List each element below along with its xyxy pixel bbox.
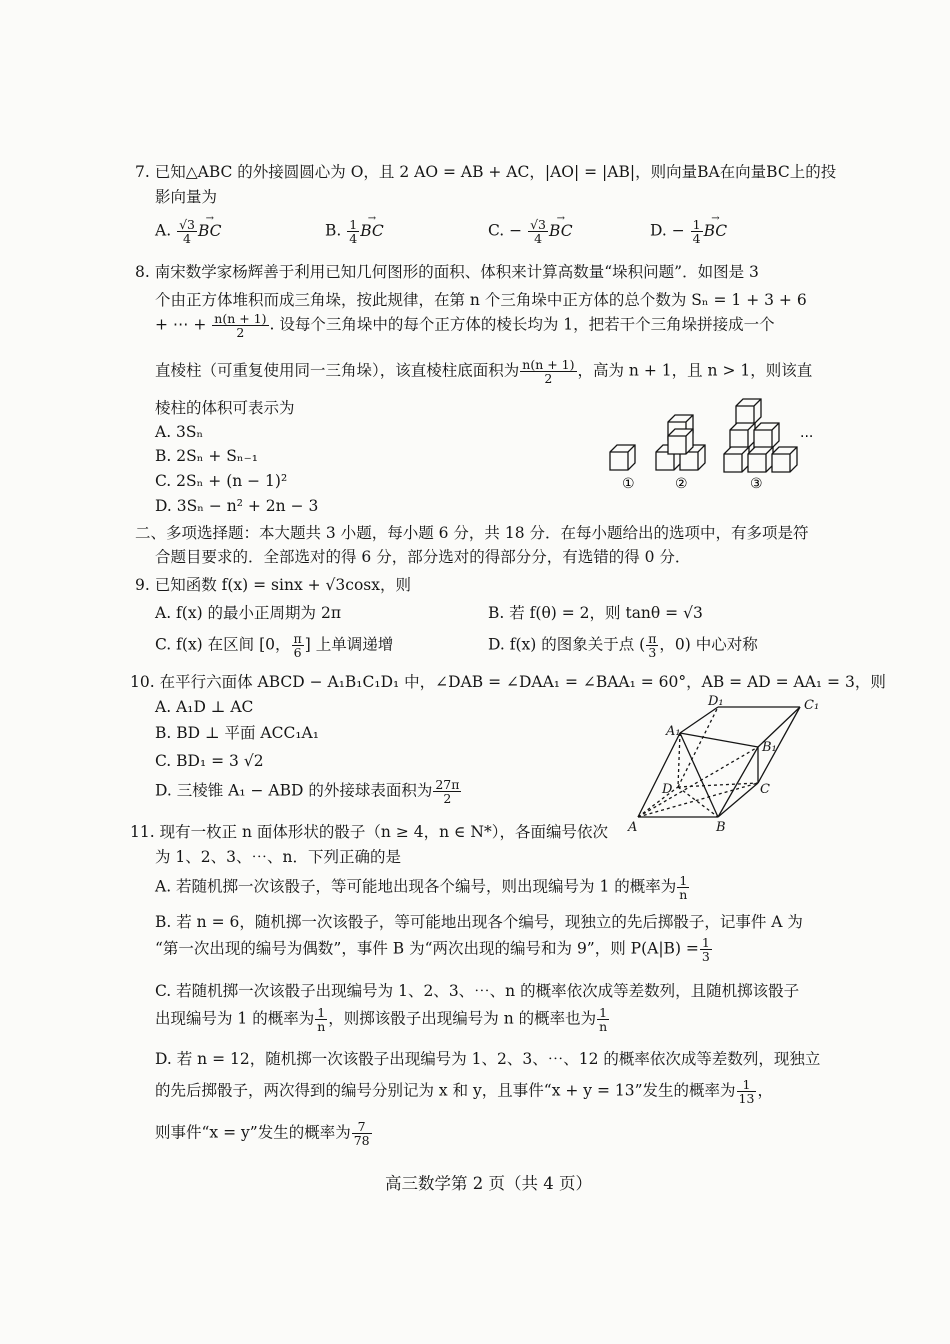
text: ，高为 n + 1，且 n > 1，则该直 [577, 361, 813, 380]
fraction: $\frac{1}{4}$ [692, 217, 701, 246]
fraction: $\frac{n(n + 1)}{2}$ [522, 357, 575, 386]
text: + ⋯ + [155, 315, 207, 334]
q11-option-c-line1: C. 若随机掷一次该骰子出现编号为 1、2、3、⋯、n 的概率依次成等差数列，且随机掷该骰子 [155, 982, 800, 1000]
text: D. 三棱锥 A₁ − ABD 的外接球表面积为 [155, 781, 433, 800]
figure-label-2: ② [675, 476, 688, 492]
text: A. 若随机掷一次该骰子，等可能地出现各个编号，则出现编号为 1 的概率为 [155, 877, 677, 896]
figure-label-1: ① [622, 476, 635, 492]
parallelepiped-figure [620, 695, 830, 840]
option-label: D. − [650, 221, 685, 240]
q10-option-d [155, 778, 462, 805]
vertex-label-a: A [628, 820, 638, 835]
q11-option-d-line2 [155, 1078, 773, 1105]
fraction: $\frac{1}{4}$ [349, 217, 358, 246]
q7-stem-line1: 7. 已知△ABC 的外接圆圆心为 O，且 2 AO = AB + AC，|AO| = |AB|，则向量BA在向量BC上的投 [135, 163, 837, 181]
vertex-label-b1: B₁ [762, 740, 777, 755]
section2-header-line2: 合题目要求的．全部选对的得 6 分，部分选对的得部分分，有选错的得 0 分． [155, 548, 691, 566]
fraction: $\frac{√3}{4}$ [179, 217, 195, 246]
q8-stem-line1: 8. 南宋数学家杨辉善于利用已知几何图形的面积、体积来计算高数量“垛积问题”．如图是 3 [135, 263, 759, 281]
fraction: $\frac{7}{78}$ [353, 1119, 370, 1148]
cube-stack-figure [600, 395, 830, 495]
q7-stem-line2: 影向量为 [155, 188, 218, 206]
q7-option-d [650, 218, 727, 245]
fraction: $\frac{27\pi}{2}$ [435, 777, 460, 806]
vertex-label-c1: C₁ [804, 698, 820, 713]
q9-option-a: A. f(x) 的最小正周期为 2π [155, 604, 342, 622]
text: 则事件“x = y”发生的概率为 [155, 1123, 351, 1142]
text: 出现编号为 1 的概率为 [155, 1009, 315, 1028]
q7-option-a [155, 218, 222, 245]
vector: → BC [198, 222, 222, 240]
q8-option-b: B. 2Sₙ + Sₙ₋₁ [155, 447, 258, 465]
q9-option-b: B. 若 f(θ) = 2，则 tanθ = √3 [488, 604, 703, 622]
option-label: C. − [488, 221, 523, 240]
q9-option-c [155, 632, 393, 659]
q8-stem-line4 [155, 358, 812, 385]
fraction: $\frac{1}{13}$ [738, 1077, 755, 1106]
vector: → BC [704, 222, 728, 240]
q7-option-c [488, 218, 573, 245]
text: . 设每个三角垛中的每个正方体的棱长均为 1，把若干个三角垛拼接成一个 [269, 315, 775, 334]
text: C. f(x) 在区间 [0， [155, 635, 291, 654]
q10-option-a: A. A₁D ⊥ AC [155, 698, 254, 716]
text: 的先后掷骰子，两次得到的编号分别记为 x 和 y，且事件“x + y = 13”发生的概率为 [155, 1081, 736, 1100]
section2-header-line1: 二、多项选择题：本大题共 3 小题，每小题 6 分，共 18 分．在每小题给出的选项中，有多项是符 [135, 524, 809, 542]
q11-option-a [155, 874, 690, 901]
text: ， [757, 1081, 773, 1100]
fraction: $\frac{1}{3}$ [701, 935, 710, 964]
text: 直棱柱（可重复使用同一三角垛），该直棱柱底面积为 [155, 361, 520, 380]
fraction: $\frac{n(n + 1)}{2}$ [214, 311, 267, 340]
q11-option-c-line2 [155, 1006, 610, 1033]
figure-label-3: ③ [750, 476, 763, 492]
vertex-label-c: C [760, 782, 770, 797]
text: ] 上单调递增 [304, 635, 394, 654]
q11-stem-line2: 为 1、2、3、⋯、n．下列正确的是 [155, 848, 401, 866]
q11-option-d-line1: D. 若 n = 12，随机掷一次该骰子出现编号为 1、2、3、⋯、12 的概率依次成等差数列，现独立 [155, 1050, 821, 1068]
q9-option-d [488, 632, 758, 659]
vector: → BC [360, 222, 384, 240]
page-footer: 高三数学第 2 页（共 4 页） [385, 1174, 592, 1193]
figure-ellipsis: ··· [800, 429, 814, 445]
q10-option-c: C. BD₁ = 3 √2 [155, 752, 264, 770]
q9-stem: 9. 已知函数 f(x) = sinx + √3cosx，则 [135, 576, 411, 594]
fraction: $\frac{√3}{4}$ [530, 217, 547, 246]
option-label: B. [325, 221, 342, 240]
fraction: $\frac{1}{n}$ [599, 1005, 608, 1034]
text: D. f(x) 的图象关于点 ( [488, 635, 646, 654]
vertex-label-d: D [662, 782, 673, 797]
q11-option-d-line3 [155, 1120, 373, 1147]
q10-option-b: B. BD ⊥ 平面 ACC₁A₁ [155, 724, 319, 742]
option-label: A. [155, 221, 172, 240]
q11-option-b-line1: B. 若 n = 6，随机掷一次该骰子，等可能地出现各个编号，现独立的先后掷骰子，记事件 A 为 [155, 913, 803, 931]
text: “第一次出现的编号为偶数”，事件 B 为“两次出现的编号和为 9”，则 P(A|B) = [155, 939, 699, 958]
fraction: $\frac{\pi}{3}$ [648, 631, 657, 660]
vertex-label-d1: D₁ [708, 695, 724, 709]
fraction: $\frac{1}{n}$ [317, 1005, 326, 1034]
q10-stem: 10. 在平行六面体 ABCD − A₁B₁C₁D₁ 中，∠DAB = ∠DAA₁ = ∠BAA₁ = 60°，AB = AD = AA₁ = 3，则 [130, 673, 886, 691]
vertex-label-b: B [716, 820, 726, 835]
q7-option-b [325, 218, 384, 245]
fraction: $\frac{\pi}{6}$ [293, 631, 302, 660]
text: ，则掷该骰子出现编号为 n 的概率也为 [328, 1009, 597, 1028]
q11-option-b-line2 [155, 936, 713, 963]
q8-option-c: C. 2Sₙ + (n − 1)² [155, 472, 288, 490]
text: ，0) 中心对称 [659, 635, 758, 654]
fraction: $\frac{1}{n}$ [679, 873, 688, 902]
q8-stem-line5: 棱柱的体积可表示为 [155, 399, 295, 417]
q8-stem-line3 [155, 312, 775, 339]
vertex-label-a1: A₁ [666, 724, 681, 739]
q8-option-d: D. 3Sₙ − n² + 2n − 3 [155, 497, 319, 515]
q11-stem-line1: 11. 现有一枚正 n 面体形状的骰子（n ≥ 4，n ∈ N*），各面编号依次 [130, 823, 608, 841]
q8-option-a: A. 3Sₙ [155, 423, 204, 441]
vector: → BC [549, 222, 573, 240]
q8-stem-line2: 个由正方体堆积而成三角垛，按此规律，在第 n 个三角垛中正方体的总个数为 Sₙ = 1 + 3 + 6 [155, 291, 807, 309]
